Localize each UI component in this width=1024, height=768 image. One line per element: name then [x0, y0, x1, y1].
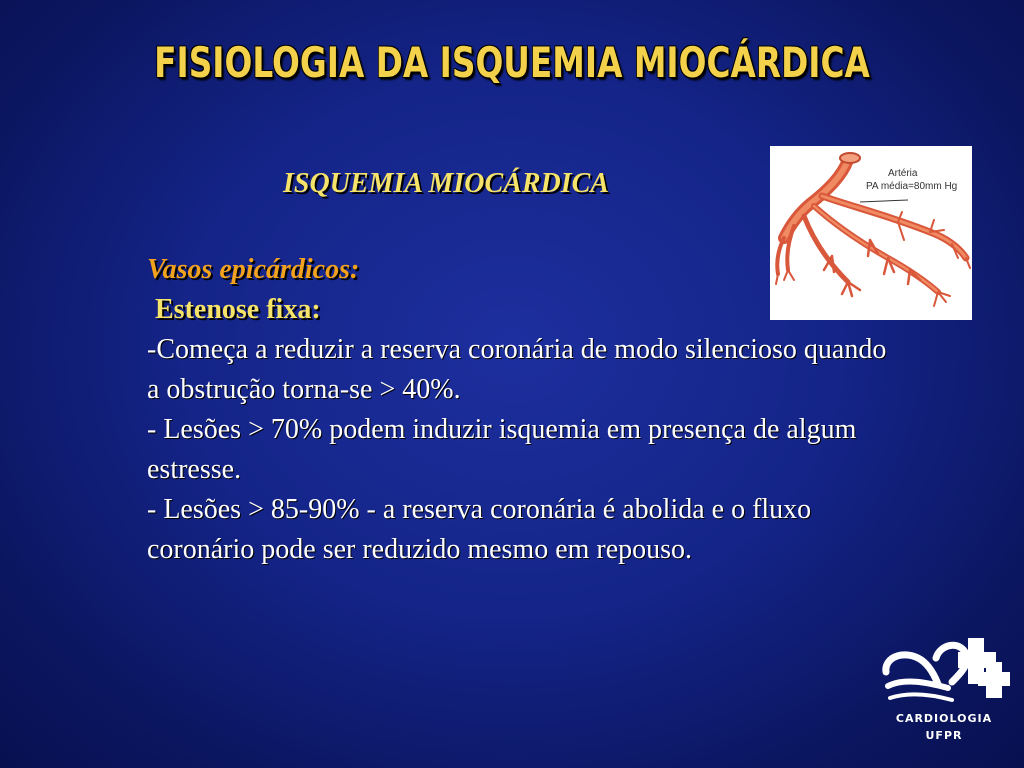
- artery-illustration: [770, 146, 972, 320]
- section-heading: Vasos epicárdicos:: [147, 254, 360, 285]
- artery-tree-image: [770, 146, 972, 320]
- logo-icon: [874, 628, 1014, 708]
- logo-text-ufpr: UFPR: [925, 729, 963, 742]
- logo-text-cardiologia: CARDIOLOGIA: [895, 712, 993, 725]
- artery-label: Artéria: [888, 168, 918, 179]
- subsection-heading: Estenose fixa:: [155, 294, 321, 325]
- bullet-text: -Começa a reduzir a reserva coronária de modo silencioso quando a obstrução torna-se > 40%.: [147, 334, 887, 405]
- slide-subtitle: ISQUEMIA MIOCÁRDICA: [283, 168, 610, 199]
- bullet-text: - Lesões > 70% podem induzir isquemia em presença de algum estresse.: [147, 414, 857, 485]
- pressure-label: PA média=80mm Hg: [866, 181, 958, 192]
- bullet-text: - Lesões > 85-90% - a reserva coronária é abolida e o fluxo coronário pode ser reduzido mesmo em repouso.: [147, 494, 812, 565]
- slide-title: FISIOLOGIA DA ISQUEMIA MIOCÁRDICA: [154, 38, 870, 87]
- cardiologia-ufpr-logo: [874, 628, 1014, 746]
